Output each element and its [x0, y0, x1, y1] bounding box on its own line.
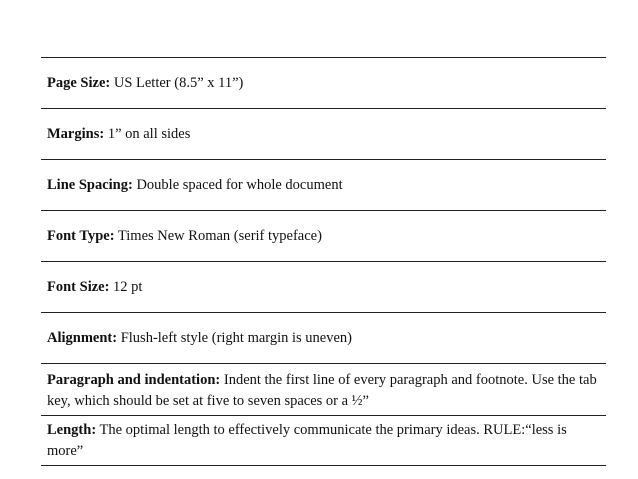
rule-description: Times New Roman (serif typeface) [114, 227, 322, 244]
rule-description: Indent the first line of every paragraph and footnote. Use the tab key, which should be set at five to seven spaces or a ½” [47, 372, 597, 409]
rule-font-type [41, 210, 606, 261]
rule-page-size [41, 57, 606, 108]
rule-text [47, 226, 322, 247]
rule-text [47, 328, 352, 349]
rule-term: Page Size: [47, 74, 111, 91]
rule-text [47, 370, 598, 412]
rule-term: Margins: [47, 125, 105, 142]
rule-text [47, 124, 190, 145]
rule-paragraph-indentation [41, 363, 606, 415]
rule-description: Double spaced for whole document [132, 176, 343, 193]
rule-margins [41, 108, 606, 159]
rule-description: 1” on all sides [104, 125, 191, 142]
rule-term: Font Size: [47, 278, 110, 295]
rule-font-size [41, 261, 606, 312]
rule-alignment [41, 312, 606, 363]
rule-line-spacing [41, 159, 606, 210]
rule-description: Flush-left style (right margin is uneven) [117, 329, 353, 346]
rule-term: Line Spacing: [47, 176, 133, 193]
rule-text [47, 175, 343, 196]
rule-text [47, 73, 243, 94]
rule-term: Alignment: [47, 329, 118, 346]
rule-description: US Letter (8.5” x 11”) [110, 74, 244, 91]
formatting-rules-table [41, 57, 606, 466]
rule-term: Paragraph and indentation: [47, 372, 221, 388]
rule-term: Length: [47, 422, 97, 438]
rule-length [41, 415, 606, 466]
rule-description: 12 pt [109, 278, 143, 295]
rule-text [47, 277, 142, 298]
rule-term: Font Type: [47, 227, 115, 244]
rule-text [47, 420, 598, 462]
rule-description: The optimal length to effectively communicate the primary ideas. RULE:“less is more” [47, 422, 567, 459]
